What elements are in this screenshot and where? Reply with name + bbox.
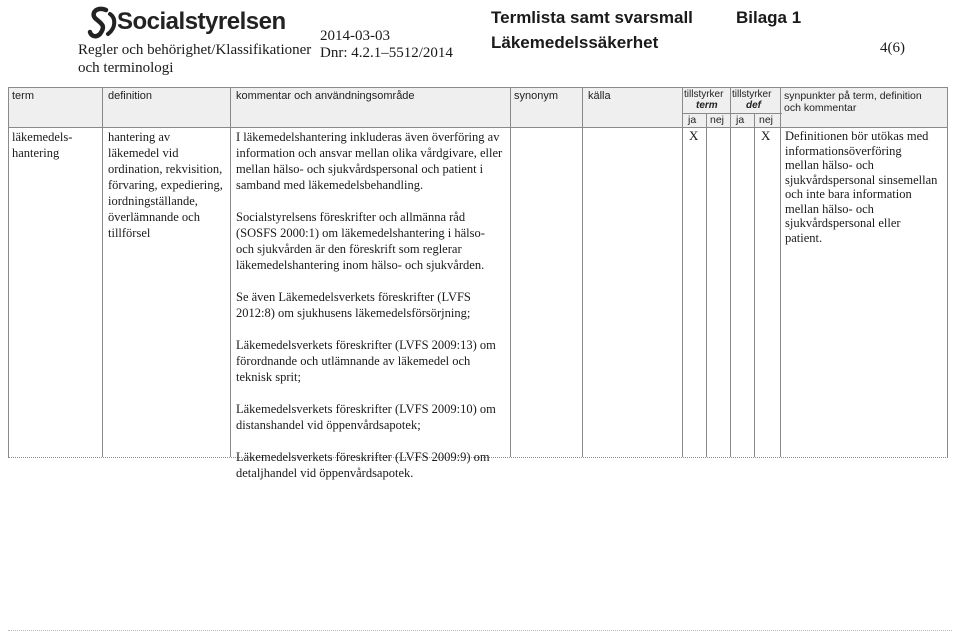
column-divider-term-yes-no <box>706 113 707 457</box>
page-bottom-rule <box>8 630 952 631</box>
term-line-2: hantering <box>12 146 60 160</box>
header-support-def-sub: def <box>746 100 761 111</box>
comment-paragraph: I läkemedelshantering inkluderas även överföring av information och ansvar mellan olika vårdgivare, eller mellan hälso- och sjukvårdspersonal och patient i samband med läkemedelsbehandling. <box>236 130 503 192</box>
header-comment: kommentar och användningsområde <box>236 90 415 102</box>
header-support-def: tillstyrker <box>732 89 772 100</box>
header-def-yes: ja <box>736 114 745 126</box>
definition-line: förvaring, expediering, <box>108 178 223 192</box>
page-number: 4(6) <box>880 40 905 56</box>
comment-paragraph: Läkemedelsverkets föreskrifter (LVFS 2009:10) om distanshandel vid öppenvårdsapotek; <box>236 402 496 432</box>
definition-line: ordination, rekvisition, <box>108 162 223 176</box>
column-divider-def-yes-no <box>754 113 755 457</box>
term-yes-mark: X <box>689 128 699 143</box>
column-divider-support-term <box>730 87 731 457</box>
attachment-label: Bilaga 1 <box>736 8 802 27</box>
logo-wordmark: Socialstyrelsen <box>117 8 286 35</box>
remarks-line: Definitionen bör utökas med <box>785 129 929 143</box>
comment-paragraph: Socialstyrelsens föreskrifter och allmänna råd (SOSFS 2000:1) om läkemedelshantering i hälso- och sjukvården är den föreskrift som reglerar läkemedelshantering inom hälso- och sjukvården. <box>236 210 485 272</box>
definition-line: iordningställande, <box>108 194 198 208</box>
column-divider-support-def <box>780 87 781 457</box>
remarks-line: informationsöverföring <box>785 143 902 158</box>
header-support-term: tillstyrker <box>684 89 724 100</box>
table-top-border <box>8 87 948 88</box>
header-term: term <box>12 90 34 102</box>
remarks-line: sjukvårdspersonal eller <box>785 216 901 230</box>
header-support-term-sub: term <box>696 100 718 111</box>
comment-paragraph: Se även Läkemedelsverkets föreskrifter (LVFS 2012:8) om sjukhusens läkemedelsförsörjning; <box>236 290 471 320</box>
header-remarks: synpunkter på term, definition <box>784 90 922 102</box>
header-source: källa <box>588 90 611 102</box>
header-definition: definition <box>108 90 153 102</box>
document-subtitle: Läkemedelssäkerhet <box>491 33 659 52</box>
definition-line: hantering av <box>108 130 171 144</box>
term-line-1: läkemedels- <box>12 130 73 144</box>
column-divider-source <box>682 87 683 457</box>
def-no-mark: X <box>761 128 771 143</box>
cell-term <box>12 129 100 161</box>
table-header-bottom-border <box>8 127 948 128</box>
document-title: Termlista samt svarsmall <box>491 8 693 27</box>
cell-comment <box>236 129 506 481</box>
remarks-line: patient. <box>785 230 823 245</box>
column-divider-synonym <box>582 87 583 457</box>
column-divider-term <box>102 87 103 457</box>
table-right-border <box>947 87 948 457</box>
column-divider-definition <box>230 87 231 457</box>
cell-definition <box>108 129 230 241</box>
remarks-line: mellan hälso- och <box>785 201 874 216</box>
table-left-border <box>8 87 9 457</box>
definition-line: läkemedel vid <box>108 146 179 160</box>
document-reference-number: Dnr: 4.2.1–5512/2014 <box>320 45 453 61</box>
comment-paragraph: Läkemedelsverkets föreskrifter (LVFS 2009:13) om förordnande och utlämnande av läkemedel och teknisk sprit; <box>236 338 496 384</box>
document-date: 2014-03-03 <box>320 28 390 44</box>
column-divider-comment <box>510 87 511 457</box>
header-remarks-line2: och kommentar <box>784 102 857 114</box>
remarks-line: mellan hälso- och <box>785 158 874 172</box>
header-synonym: synonym <box>514 90 559 102</box>
department-line-2: och terminologi <box>78 60 174 76</box>
definition-line: överlämnande och <box>108 210 200 224</box>
term-table <box>8 87 948 480</box>
cell-remarks <box>785 129 945 245</box>
definition-line: tillförsel <box>108 226 151 240</box>
header-term-no: nej <box>710 114 725 126</box>
remarks-line: sjukvårdspersonal sinsemellan <box>785 172 938 187</box>
comment-paragraph: Läkemedelsverkets föreskrifter (LVFS 2009:9) om detaljhandel vid öppenvårdsapotek. <box>236 450 490 480</box>
department-line-1: Regler och behörighet/Klassifikationer <box>78 42 312 58</box>
header-term-yes: ja <box>688 114 697 126</box>
header-def-no: nej <box>759 114 774 126</box>
remarks-line: och inte bara information <box>785 187 912 201</box>
